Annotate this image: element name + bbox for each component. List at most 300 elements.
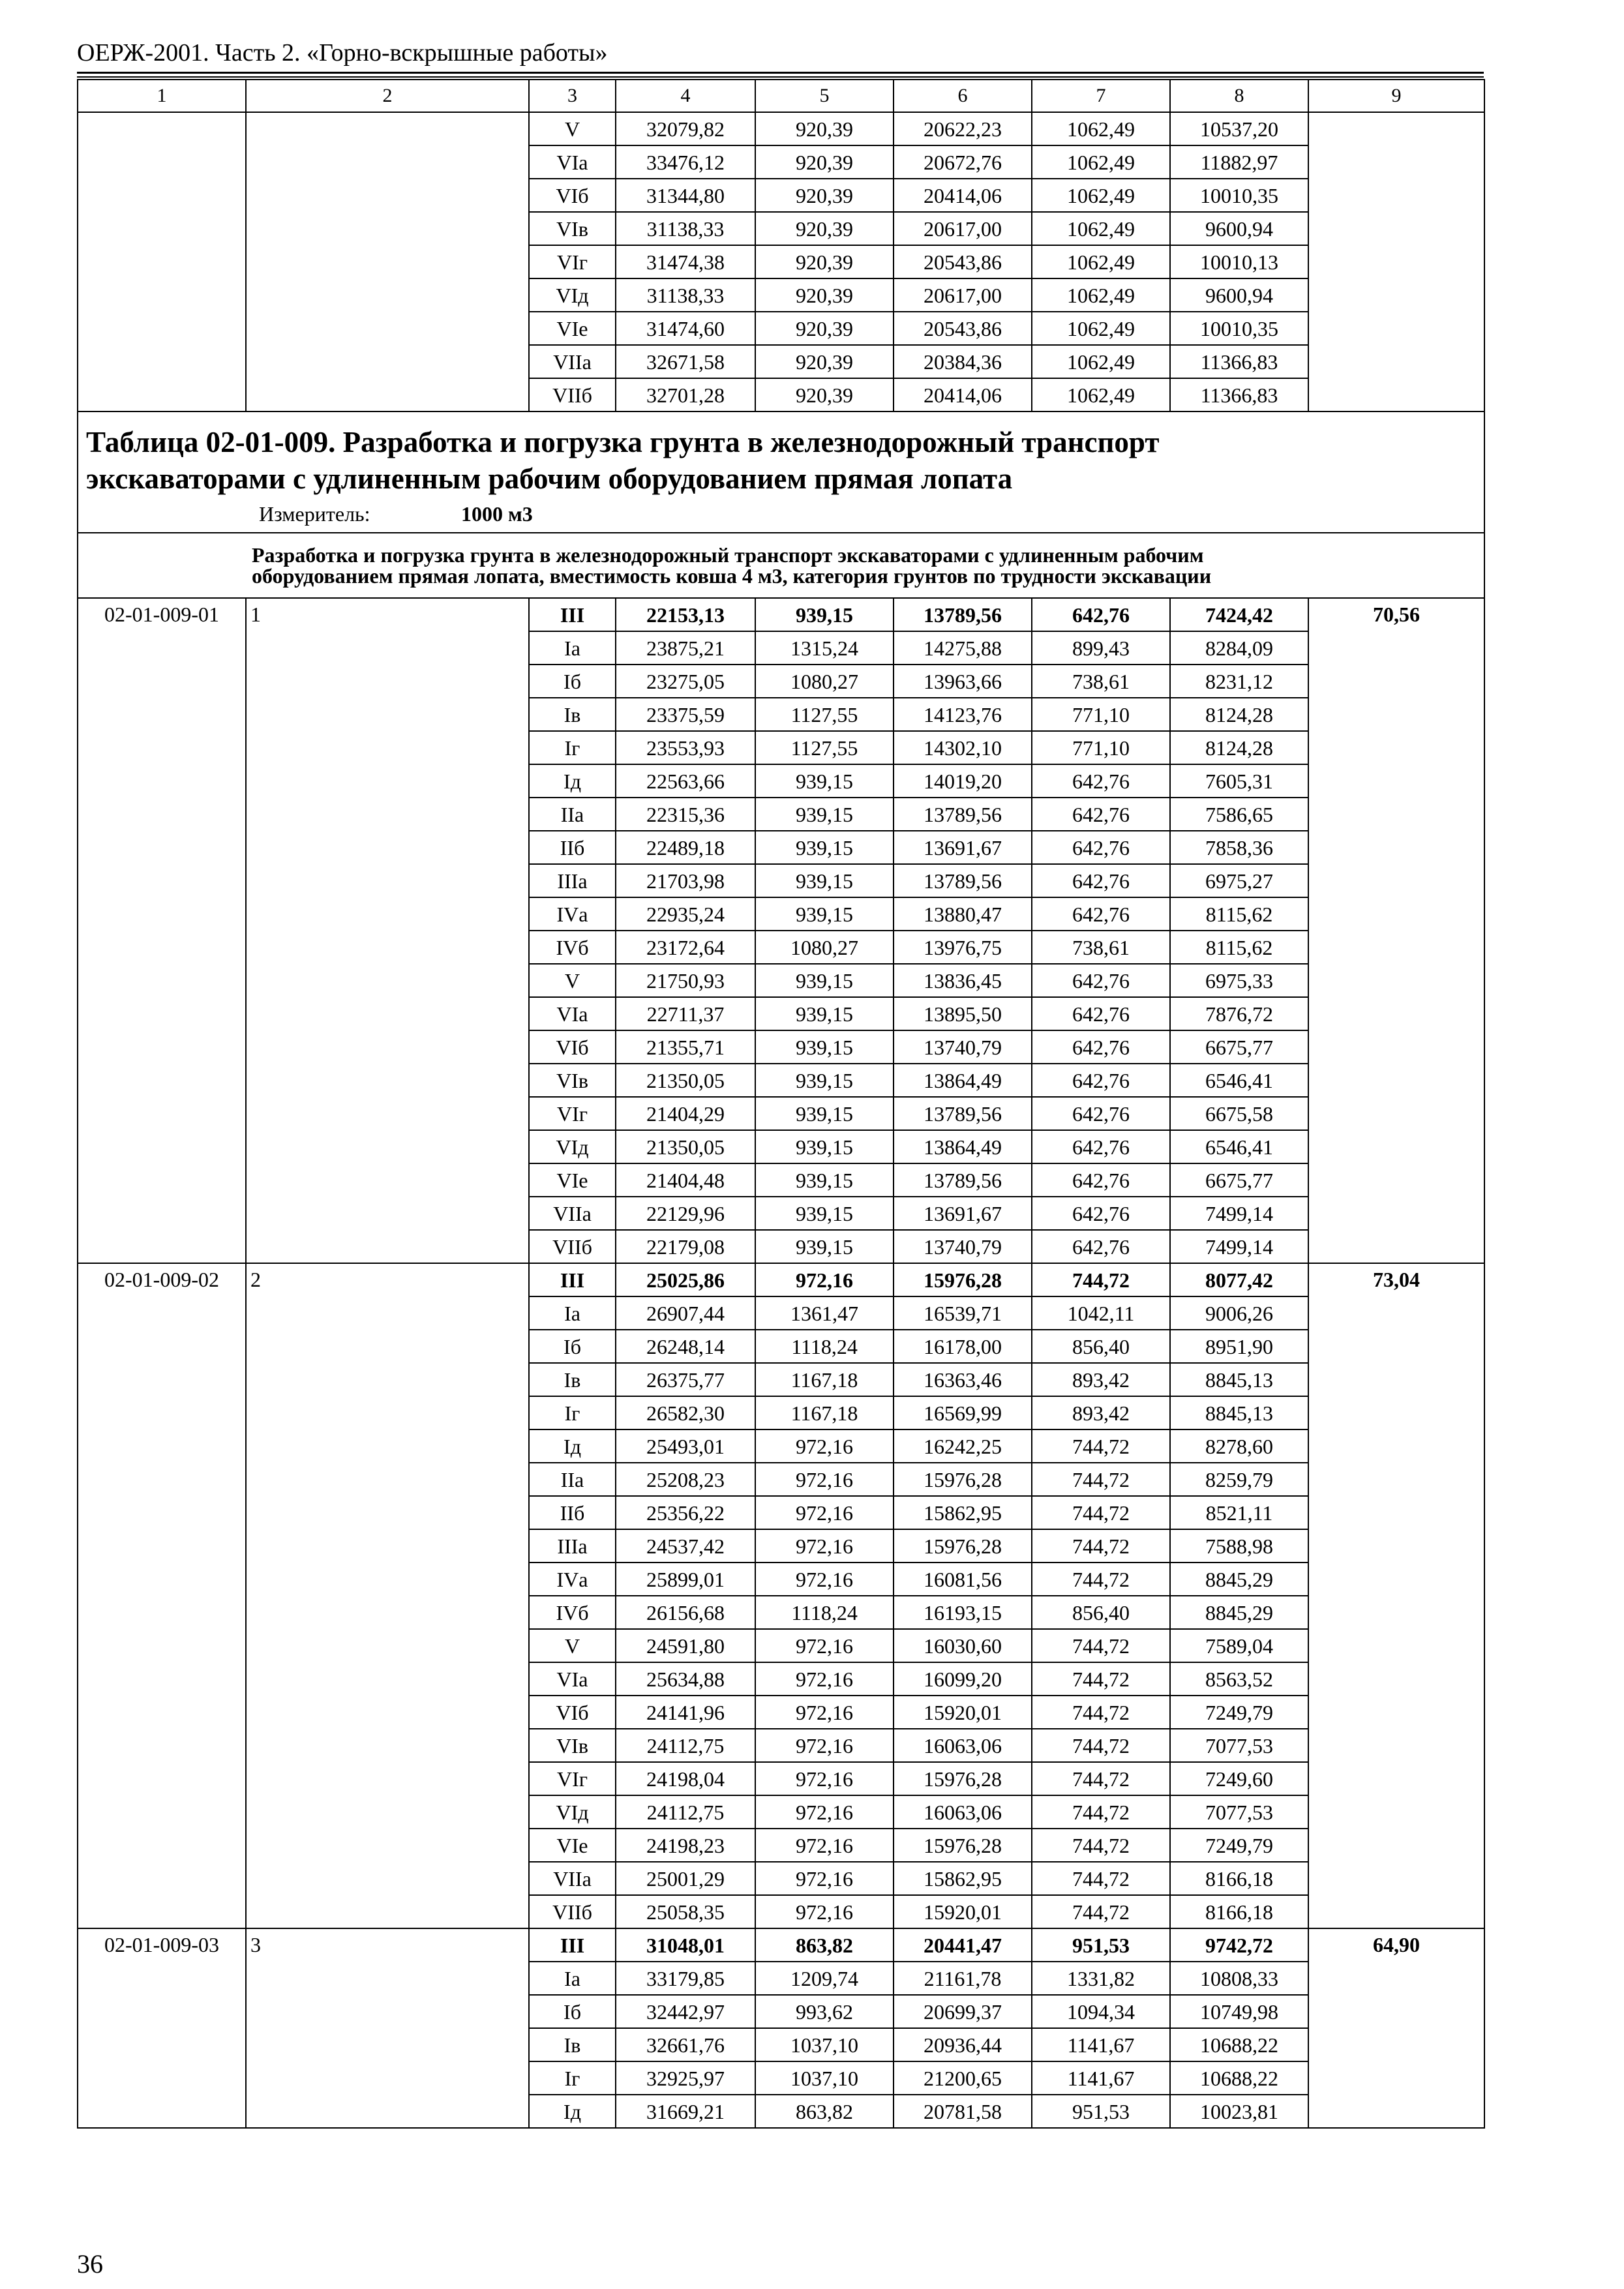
value-cell: 972,16 [755, 1529, 894, 1563]
value-cell: 21404,29 [616, 1097, 755, 1130]
page-number: 36 [77, 2249, 103, 2279]
value-cell: 8563,52 [1170, 1662, 1308, 1696]
value-cell: 972,16 [755, 1563, 894, 1596]
value-cell: 6975,33 [1170, 964, 1308, 997]
value-cell: 31669,21 [616, 2095, 755, 2128]
table-title-cont: экскаваторами с удлиненным рабочим оборудованием прямая лопата [86, 462, 1013, 495]
value-cell: 31474,38 [616, 245, 755, 278]
value-cell: 16063,06 [894, 1729, 1032, 1762]
value-cell: 744,72 [1032, 1496, 1170, 1529]
value-cell: 25058,35 [616, 1895, 755, 1928]
value-cell: 26248,14 [616, 1330, 755, 1363]
value-cell: 993,62 [755, 1995, 894, 2028]
value-cell: 939,15 [755, 1030, 894, 1064]
value-cell: 22153,13 [616, 598, 755, 631]
value-cell: 972,16 [755, 1862, 894, 1895]
value-cell: 10010,13 [1170, 245, 1308, 278]
value-cell: 863,82 [755, 1928, 894, 1962]
value-cell: 7588,98 [1170, 1529, 1308, 1563]
value-cell: 22489,18 [616, 831, 755, 864]
table-row [78, 1263, 1484, 1296]
value-cell: 13789,56 [894, 1097, 1032, 1130]
value-cell: 972,16 [755, 1496, 894, 1529]
value-cell: 32661,76 [616, 2028, 755, 2061]
value-cell: 920,39 [755, 145, 894, 179]
table-row [78, 112, 1484, 145]
value-cell: 972,16 [755, 1795, 894, 1829]
value-cell: 972,16 [755, 1829, 894, 1862]
value-cell: 1127,55 [755, 698, 894, 731]
soil-category: VIв [529, 212, 616, 245]
value-cell: 7605,31 [1170, 764, 1308, 798]
value-cell: 920,39 [755, 179, 894, 212]
value-cell: 6975,27 [1170, 864, 1308, 897]
value-cell: 16099,20 [894, 1662, 1032, 1696]
value-cell: 13864,49 [894, 1130, 1032, 1163]
value-cell: 972,16 [755, 1729, 894, 1762]
value-cell: 7249,60 [1170, 1762, 1308, 1795]
value-cell: 13740,79 [894, 1230, 1032, 1263]
value-cell: 22935,24 [616, 897, 755, 931]
value-cell: 25493,01 [616, 1429, 755, 1463]
value-cell: 16178,00 [894, 1330, 1032, 1363]
value-cell: 856,40 [1032, 1596, 1170, 1629]
value-cell: 20672,76 [894, 145, 1032, 179]
value-cell: 642,76 [1032, 997, 1170, 1030]
value-cell: 744,72 [1032, 1263, 1170, 1296]
value-cell: 8278,60 [1170, 1429, 1308, 1463]
value-cell: 920,39 [755, 212, 894, 245]
soil-category: IVа [529, 1563, 616, 1596]
value-cell: 16569,99 [894, 1396, 1032, 1429]
value-cell: 1080,27 [755, 665, 894, 698]
value-cell: 20781,58 [894, 2095, 1032, 2128]
value-cell: 1062,49 [1032, 278, 1170, 312]
value-cell: 939,15 [755, 831, 894, 864]
value-cell: 10537,20 [1170, 112, 1308, 145]
value-cell: 939,15 [755, 598, 894, 631]
value-cell: 21355,71 [616, 1030, 755, 1064]
value-cell: 15862,95 [894, 1862, 1032, 1895]
table-title-row [78, 411, 1484, 533]
value-cell: 642,76 [1032, 1030, 1170, 1064]
rate-code: 02-01-009-02 [78, 1263, 246, 1928]
value-cell: 21350,05 [616, 1064, 755, 1097]
value-cell: 1037,10 [755, 2028, 894, 2061]
value-cell: 920,39 [755, 312, 894, 345]
soil-category: VIб [529, 179, 616, 212]
value-cell: 26907,44 [616, 1296, 755, 1330]
soil-category: Iв [529, 698, 616, 731]
soil-category: VIг [529, 245, 616, 278]
value-cell: 8166,18 [1170, 1862, 1308, 1895]
value-cell: 1042,11 [1032, 1296, 1170, 1330]
soil-category: VIг [529, 1097, 616, 1130]
value-cell: 1062,49 [1032, 112, 1170, 145]
sub-cell [246, 112, 529, 411]
value-cell: 939,15 [755, 1130, 894, 1163]
value-cell: 22563,66 [616, 764, 755, 798]
value-cell: 744,72 [1032, 1795, 1170, 1829]
soil-category: V [529, 964, 616, 997]
value-cell: 13789,56 [894, 864, 1032, 897]
value-cell: 31138,33 [616, 212, 755, 245]
value-cell: 24198,23 [616, 1829, 755, 1862]
value-cell: 972,16 [755, 1895, 894, 1928]
value-cell: 8115,62 [1170, 897, 1308, 931]
value-cell: 16063,06 [894, 1795, 1032, 1829]
value-cell: 26156,68 [616, 1596, 755, 1629]
value-cell: 1167,18 [755, 1396, 894, 1429]
value-cell: 9600,94 [1170, 278, 1308, 312]
value-cell: 10010,35 [1170, 179, 1308, 212]
value-cell: 642,76 [1032, 1230, 1170, 1263]
value-cell: 24198,04 [616, 1762, 755, 1795]
value-cell: 20617,00 [894, 212, 1032, 245]
soil-category: Iд [529, 2095, 616, 2128]
value-cell: 20936,44 [894, 2028, 1032, 2061]
measure-line [86, 503, 1484, 528]
soil-category: VIIа [529, 1862, 616, 1895]
value-cell: 31138,33 [616, 278, 755, 312]
value-cell: 10749,98 [1170, 1995, 1308, 2028]
value-cell: 1062,49 [1032, 345, 1170, 378]
value-cell: 8166,18 [1170, 1895, 1308, 1928]
soil-category: VIIа [529, 1197, 616, 1230]
value-cell: 15976,28 [894, 1463, 1032, 1496]
soil-category: VIд [529, 278, 616, 312]
measure-label: Измеритель: [259, 502, 370, 526]
value-cell: 22315,36 [616, 798, 755, 831]
value-cell: 939,15 [755, 798, 894, 831]
value-cell: 25025,86 [616, 1263, 755, 1296]
value-cell: 20414,06 [894, 378, 1032, 411]
value-cell: 972,16 [755, 1463, 894, 1496]
soil-category: Iа [529, 1296, 616, 1330]
value-cell: 744,72 [1032, 1629, 1170, 1662]
value-cell: 20699,37 [894, 1995, 1032, 2028]
value-cell: 8124,28 [1170, 698, 1308, 731]
value-cell: 642,76 [1032, 897, 1170, 931]
value-cell: 7077,53 [1170, 1795, 1308, 1829]
value-cell: 32701,28 [616, 378, 755, 411]
column-number: 9 [1308, 80, 1484, 112]
value-cell: 8284,09 [1170, 631, 1308, 665]
table-row [78, 1928, 1484, 1962]
value-cell: 32442,97 [616, 1995, 755, 2028]
value-cell: 21350,05 [616, 1130, 755, 1163]
soil-category: III [529, 1928, 616, 1962]
value-cell: 6675,58 [1170, 1097, 1308, 1130]
soil-category: VIIб [529, 1895, 616, 1928]
value-cell: 744,72 [1032, 1563, 1170, 1596]
value-cell: 21750,93 [616, 964, 755, 997]
value-cell: 7249,79 [1170, 1696, 1308, 1729]
soil-category: VIе [529, 1163, 616, 1197]
value-cell: 7499,14 [1170, 1230, 1308, 1263]
value-cell: 15976,28 [894, 1263, 1032, 1296]
soil-category: IIа [529, 1463, 616, 1496]
value-cell: 642,76 [1032, 864, 1170, 897]
sub-number: 2 [246, 1263, 529, 1928]
value-cell: 8845,29 [1170, 1596, 1308, 1629]
soil-category: VIIб [529, 378, 616, 411]
value-cell: 1080,27 [755, 931, 894, 964]
value-cell: 744,72 [1032, 1696, 1170, 1729]
value-cell: 893,42 [1032, 1396, 1170, 1429]
value-cell: 1141,67 [1032, 2061, 1170, 2095]
value-cell: 951,53 [1032, 2095, 1170, 2128]
value-cell: 24112,75 [616, 1729, 755, 1762]
value-cell: 6675,77 [1170, 1163, 1308, 1197]
value-cell: 25356,22 [616, 1496, 755, 1529]
value-cell: 1094,34 [1032, 1995, 1170, 2028]
value-cell: 7499,14 [1170, 1197, 1308, 1230]
value-cell: 25634,88 [616, 1662, 755, 1696]
value-cell: 1361,47 [755, 1296, 894, 1330]
value-cell: 738,61 [1032, 931, 1170, 964]
value-cell: 8521,11 [1170, 1496, 1308, 1529]
value-cell: 25001,29 [616, 1862, 755, 1895]
soil-category: VIа [529, 1662, 616, 1696]
value-cell: 1209,74 [755, 1962, 894, 1995]
value-cell: 23553,93 [616, 731, 755, 764]
soil-category: VIе [529, 1829, 616, 1862]
soil-category: VIIб [529, 1230, 616, 1263]
value-cell: 771,10 [1032, 731, 1170, 764]
soil-category: Iв [529, 1363, 616, 1396]
value-cell: 9600,94 [1170, 212, 1308, 245]
soil-category: III [529, 598, 616, 631]
soil-category: IIIа [529, 1529, 616, 1563]
value-cell: 899,43 [1032, 631, 1170, 665]
value-cell: 33179,85 [616, 1962, 755, 1995]
value-cell: 14019,20 [894, 764, 1032, 798]
value-cell: 863,82 [755, 2095, 894, 2128]
value-cell: 744,72 [1032, 1829, 1170, 1862]
value-cell: 744,72 [1032, 1895, 1170, 1928]
soil-category: VIа [529, 997, 616, 1030]
value-cell: 32671,58 [616, 345, 755, 378]
value-cell: 20384,36 [894, 345, 1032, 378]
value-cell: 7249,79 [1170, 1829, 1308, 1862]
value-cell: 9006,26 [1170, 1296, 1308, 1330]
value-cell: 22129,96 [616, 1197, 755, 1230]
rates-table [77, 79, 1485, 2129]
value-cell: 16193,15 [894, 1596, 1032, 1629]
measure-value: 1000 м3 [461, 502, 533, 526]
running-header: ОЕРЖ-2001. Часть 2. «Горно-вскрышные работы» [77, 39, 608, 67]
soil-category: IIб [529, 831, 616, 864]
value-cell: 31048,01 [616, 1928, 755, 1962]
value-cell: 1127,55 [755, 731, 894, 764]
soil-category: Iа [529, 631, 616, 665]
value-cell: 7589,04 [1170, 1629, 1308, 1662]
value-cell: 8231,12 [1170, 665, 1308, 698]
value-cell: 20543,86 [894, 312, 1032, 345]
value-cell: 939,15 [755, 897, 894, 931]
value-cell: 20543,86 [894, 245, 1032, 278]
value-cell: 939,15 [755, 997, 894, 1030]
value-cell: 939,15 [755, 1097, 894, 1130]
rate-code: 02-01-009-01 [78, 598, 246, 1263]
value-cell: 24537,42 [616, 1529, 755, 1563]
value-cell: 1062,49 [1032, 312, 1170, 345]
value-cell: 920,39 [755, 278, 894, 312]
soil-category: VIв [529, 1729, 616, 1762]
value-cell: 25208,23 [616, 1463, 755, 1496]
value-cell: 951,53 [1032, 1928, 1170, 1962]
soil-category: VIб [529, 1696, 616, 1729]
value-cell: 13691,67 [894, 1197, 1032, 1230]
value-cell: 1118,24 [755, 1596, 894, 1629]
value-cell: 1118,24 [755, 1330, 894, 1363]
value-cell: 6675,77 [1170, 1030, 1308, 1064]
soil-category: IIа [529, 798, 616, 831]
value-cell: 31344,80 [616, 179, 755, 212]
column-number: 7 [1032, 80, 1170, 112]
value-cell: 744,72 [1032, 1529, 1170, 1563]
value-cell: 16242,25 [894, 1429, 1032, 1463]
value-cell: 13740,79 [894, 1030, 1032, 1064]
table-title-cell [78, 411, 1484, 533]
soil-category: Iв [529, 2028, 616, 2061]
value-cell: 972,16 [755, 1762, 894, 1795]
column-number: 6 [894, 80, 1032, 112]
value-cell: 1331,82 [1032, 1962, 1170, 1995]
soil-category: VIг [529, 1762, 616, 1795]
code-cell [78, 112, 246, 411]
value-cell: 23375,59 [616, 698, 755, 731]
value-cell: 972,16 [755, 1696, 894, 1729]
value-cell: 642,76 [1032, 831, 1170, 864]
value-cell: 24591,80 [616, 1629, 755, 1662]
soil-category: VIIа [529, 345, 616, 378]
soil-category: IVб [529, 1596, 616, 1629]
value-cell: 10688,22 [1170, 2028, 1308, 2061]
value-cell: 7858,36 [1170, 831, 1308, 864]
value-cell: 20414,06 [894, 179, 1032, 212]
value-cell: 972,16 [755, 1629, 894, 1662]
value-cell: 8951,90 [1170, 1330, 1308, 1363]
value-cell: 8845,13 [1170, 1363, 1308, 1396]
column-number-row [78, 80, 1484, 112]
value-cell: 20617,00 [894, 278, 1032, 312]
soil-category: VIд [529, 1795, 616, 1829]
value-cell: 15976,28 [894, 1762, 1032, 1795]
value-cell: 15976,28 [894, 1829, 1032, 1862]
soil-category: Iд [529, 1429, 616, 1463]
value-cell: 744,72 [1032, 1862, 1170, 1895]
value-cell: 920,39 [755, 245, 894, 278]
column-number: 2 [246, 80, 529, 112]
value-cell: 744,72 [1032, 1762, 1170, 1795]
value-cell: 11882,97 [1170, 145, 1308, 179]
value-cell: 16081,56 [894, 1563, 1032, 1596]
value-cell: 7586,65 [1170, 798, 1308, 831]
value-cell: 972,16 [755, 1429, 894, 1463]
value-cell: 642,76 [1032, 1064, 1170, 1097]
column-number: 1 [78, 80, 246, 112]
value-cell: 8115,62 [1170, 931, 1308, 964]
value-cell: 10010,35 [1170, 312, 1308, 345]
value-cell: 1167,18 [755, 1363, 894, 1396]
value-cell: 642,76 [1032, 964, 1170, 997]
value-cell: 13880,47 [894, 897, 1032, 931]
value-cell: 1037,10 [755, 2061, 894, 2095]
value-cell: 1062,49 [1032, 179, 1170, 212]
value-cell: 16363,46 [894, 1363, 1032, 1396]
value-cell: 13963,66 [894, 665, 1032, 698]
value-cell: 13789,56 [894, 798, 1032, 831]
value-cell: 24141,96 [616, 1696, 755, 1729]
soil-category: Iб [529, 1995, 616, 2028]
labor-norm: 64,90 [1308, 1928, 1484, 2128]
value-cell: 16539,71 [894, 1296, 1032, 1330]
value-cell: 32925,97 [616, 2061, 755, 2095]
description-row [78, 533, 1484, 598]
header-rule-thin [77, 76, 1484, 78]
soil-category: IVб [529, 931, 616, 964]
value-cell: 1141,67 [1032, 2028, 1170, 2061]
rate-code: 02-01-009-03 [78, 1928, 246, 2128]
value-cell: 24112,75 [616, 1795, 755, 1829]
soil-category: III [529, 1263, 616, 1296]
value-cell: 1062,49 [1032, 145, 1170, 179]
value-cell: 23275,05 [616, 665, 755, 698]
soil-category: Iа [529, 1962, 616, 1995]
value-cell: 20622,23 [894, 112, 1032, 145]
soil-category: VIе [529, 312, 616, 345]
column-number: 3 [529, 80, 616, 112]
value-cell: 771,10 [1032, 698, 1170, 731]
value-cell: 893,42 [1032, 1363, 1170, 1396]
value-cell: 10023,81 [1170, 2095, 1308, 2128]
soil-category: Iг [529, 731, 616, 764]
column-number: 4 [616, 80, 755, 112]
value-cell: 744,72 [1032, 1429, 1170, 1463]
value-cell: 8077,42 [1170, 1263, 1308, 1296]
value-cell: 7876,72 [1170, 997, 1308, 1030]
value-cell: 22179,08 [616, 1230, 755, 1263]
value-cell: 15920,01 [894, 1696, 1032, 1729]
value-cell: 26375,77 [616, 1363, 755, 1396]
value-cell: 23172,64 [616, 931, 755, 964]
value-cell: 939,15 [755, 1230, 894, 1263]
value-cell: 642,76 [1032, 1163, 1170, 1197]
value-cell: 21404,48 [616, 1163, 755, 1197]
soil-category: VIб [529, 1030, 616, 1064]
value-cell: 6546,41 [1170, 1064, 1308, 1097]
value-cell: 9742,72 [1170, 1928, 1308, 1962]
value-cell: 13691,67 [894, 831, 1032, 864]
soil-category: IIб [529, 1496, 616, 1529]
value-cell: 920,39 [755, 378, 894, 411]
value-cell: 25899,01 [616, 1563, 755, 1596]
value-cell: 1062,49 [1032, 378, 1170, 411]
value-cell: 32079,82 [616, 112, 755, 145]
value-cell: 13789,56 [894, 1163, 1032, 1197]
value-cell: 14123,76 [894, 698, 1032, 731]
soil-category: VIв [529, 1064, 616, 1097]
header-rule [77, 72, 1484, 74]
description-line: оборудованием прямая лопата, вместимость ковша 4 м3, категория грунтов по трудности экскавации [252, 564, 1212, 588]
soil-category: Iб [529, 1330, 616, 1363]
value-cell: 26582,30 [616, 1396, 755, 1429]
value-cell: 21703,98 [616, 864, 755, 897]
value-cell: 8845,29 [1170, 1563, 1308, 1596]
value-cell: 939,15 [755, 964, 894, 997]
